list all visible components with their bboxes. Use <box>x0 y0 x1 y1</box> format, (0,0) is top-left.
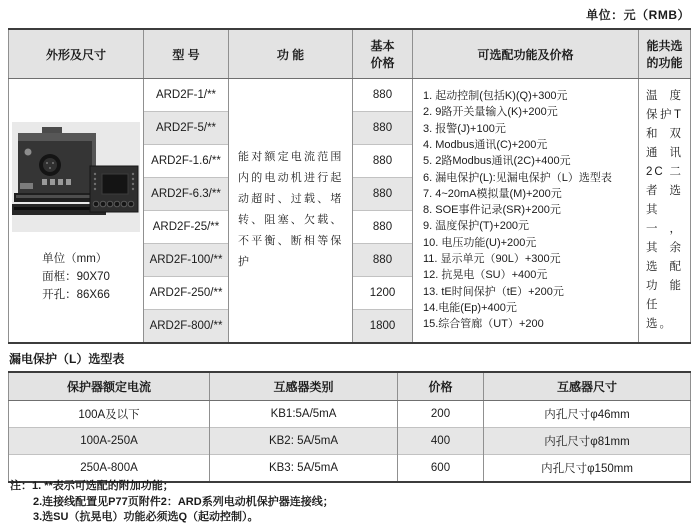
header-base-price-line1: 基本 <box>370 39 395 53</box>
rated-current-cell: 100A-250A <box>9 428 210 455</box>
product-photo <box>12 122 140 232</box>
option-item: 2. 9路开关量输入(K)+200元 <box>423 106 558 119</box>
rated-current-cell: 100A及以下 <box>9 401 210 428</box>
price-cell: 400 <box>398 428 484 455</box>
rated-current-cell: 250A-800A <box>9 455 210 483</box>
price-cell: 880 <box>353 211 413 244</box>
leakage-table-header-row <box>9 372 691 401</box>
dimension-unit: 单位（mm） <box>42 253 108 266</box>
header-options: 可选配功能及价格 <box>413 29 639 79</box>
dimension-frame: 面框：90X70 <box>42 271 110 284</box>
leakage-table-title: 漏电保护（L）选型表 <box>9 352 125 366</box>
unit-note: 单位：元（RMB） <box>586 8 690 22</box>
note-line-1 <box>10 479 334 495</box>
option-item: 15.综合管廊（UT）+200 <box>423 318 544 331</box>
price-cell: 880 <box>353 145 413 178</box>
option-item: 5. 2路Modbus通讯(2C)+400元 <box>423 155 571 168</box>
model-cell: ARD2F-800/** <box>144 310 229 343</box>
note-line-3: 3.选SU（抗晃电）功能必须选Q（起动控制）。 <box>33 511 259 523</box>
header-function: 功 能 <box>229 29 353 79</box>
product-photo-illustration <box>12 122 140 232</box>
header-model: 型 号 <box>144 29 229 79</box>
option-item: 8. SOE事件记录(SR)+200元 <box>423 204 561 217</box>
display-panel-illustration <box>90 166 138 212</box>
main-table-header-row <box>9 29 691 79</box>
dimension-text <box>10 250 142 304</box>
header-base-price-line2: 价格 <box>370 56 395 70</box>
transformer-type-cell: KB2: 5A/5mA <box>210 428 398 455</box>
model-cell: ARD2F-25/** <box>144 211 229 244</box>
price-cell: 880 <box>353 79 413 112</box>
note-line-2: 2.连接线配置见P77页附件2：ARD系列电动机保护器连接线； <box>33 495 334 508</box>
note-text: 1. **表示可选配的附加功能； <box>32 480 174 492</box>
header-base-price <box>353 29 413 79</box>
option-item: 12. 抗晃电（SU）+400元 <box>423 269 548 282</box>
model-cell: ARD2F-5/** <box>144 112 229 145</box>
transformer-size-cell: 内孔尺寸φ150mm <box>484 455 691 483</box>
header-shape: 外形及尺寸 <box>9 29 144 79</box>
option-item: 1. 起动控制(包括K)(Q)+300元 <box>423 90 568 103</box>
option-item: 14.电能(Ep)+400元 <box>423 301 517 314</box>
transformer-type-cell: KB1:5A/5mA <box>210 401 398 428</box>
model-cell: ARD2F-1/** <box>144 79 229 112</box>
transformer-size-cell: 内孔尺寸φ46mm <box>484 401 691 428</box>
price-cell: 1800 <box>353 310 413 343</box>
dimension-cutout: 开孔：86X66 <box>42 289 110 302</box>
transformer-type-cell: KB3: 5A/5mA <box>210 455 398 483</box>
options-cell <box>413 79 639 343</box>
notes <box>10 479 334 526</box>
model-cell: ARD2F-1.6/** <box>144 145 229 178</box>
option-item: 9. 温度保护(T)+200元 <box>423 220 530 233</box>
price-cell: 880 <box>353 178 413 211</box>
function-cell: 能对额定电流范围内的电动机进行起动超时、过载、堵转、阻塞、欠载、不平衡、断相等保护 <box>229 79 353 343</box>
price-cell: 600 <box>398 455 484 483</box>
shape-dimensions-cell <box>9 79 144 343</box>
header-coselect <box>639 29 691 79</box>
model-cell: ARD2F-6.3/** <box>144 178 229 211</box>
price-cell: 880 <box>353 244 413 277</box>
header-coselect-line1: 能共选 <box>646 39 683 53</box>
coselect-cell: 温度保护T和双通讯2C二者选其一，其余选配功能任选。 <box>639 79 691 343</box>
option-item: 3. 报警(J)+100元 <box>423 122 506 135</box>
header-coselect-line2: 的功能 <box>646 56 683 70</box>
option-item: 4. Modbus通讯(C)+200元 <box>423 138 548 151</box>
header-transformer-size: 互感器尺寸 <box>484 372 691 401</box>
header-rated-current: 保护器额定电流 <box>9 372 210 401</box>
option-item: 10. 电压功能(U)+200元 <box>423 236 537 249</box>
option-item: 11. 显示单元（90L）+300元 <box>423 252 561 265</box>
note-prefix: 注： <box>10 480 32 492</box>
option-item: 13. tE时间保护（tE）+200元 <box>423 285 564 298</box>
price-cell: 880 <box>353 112 413 145</box>
header-price: 价格 <box>398 372 484 401</box>
table-row <box>9 79 691 112</box>
leakage-selection-table <box>8 371 691 483</box>
table-row <box>9 428 691 455</box>
model-cell: ARD2F-100/** <box>144 244 229 277</box>
price-cell: 1200 <box>353 277 413 310</box>
option-item: 6. 漏电保护(L):见漏电保护（L）选型表 <box>423 171 612 184</box>
option-item: 7. 4~20mA模拟量(M)+200元 <box>423 187 562 200</box>
table-row <box>9 401 691 428</box>
header-transformer-type: 互感器类别 <box>210 372 398 401</box>
transformer-size-cell: 内孔尺寸φ81mm <box>484 428 691 455</box>
main-price-table <box>8 28 691 344</box>
model-cell: ARD2F-250/** <box>144 277 229 310</box>
price-cell: 200 <box>398 401 484 428</box>
table-row <box>9 455 691 483</box>
